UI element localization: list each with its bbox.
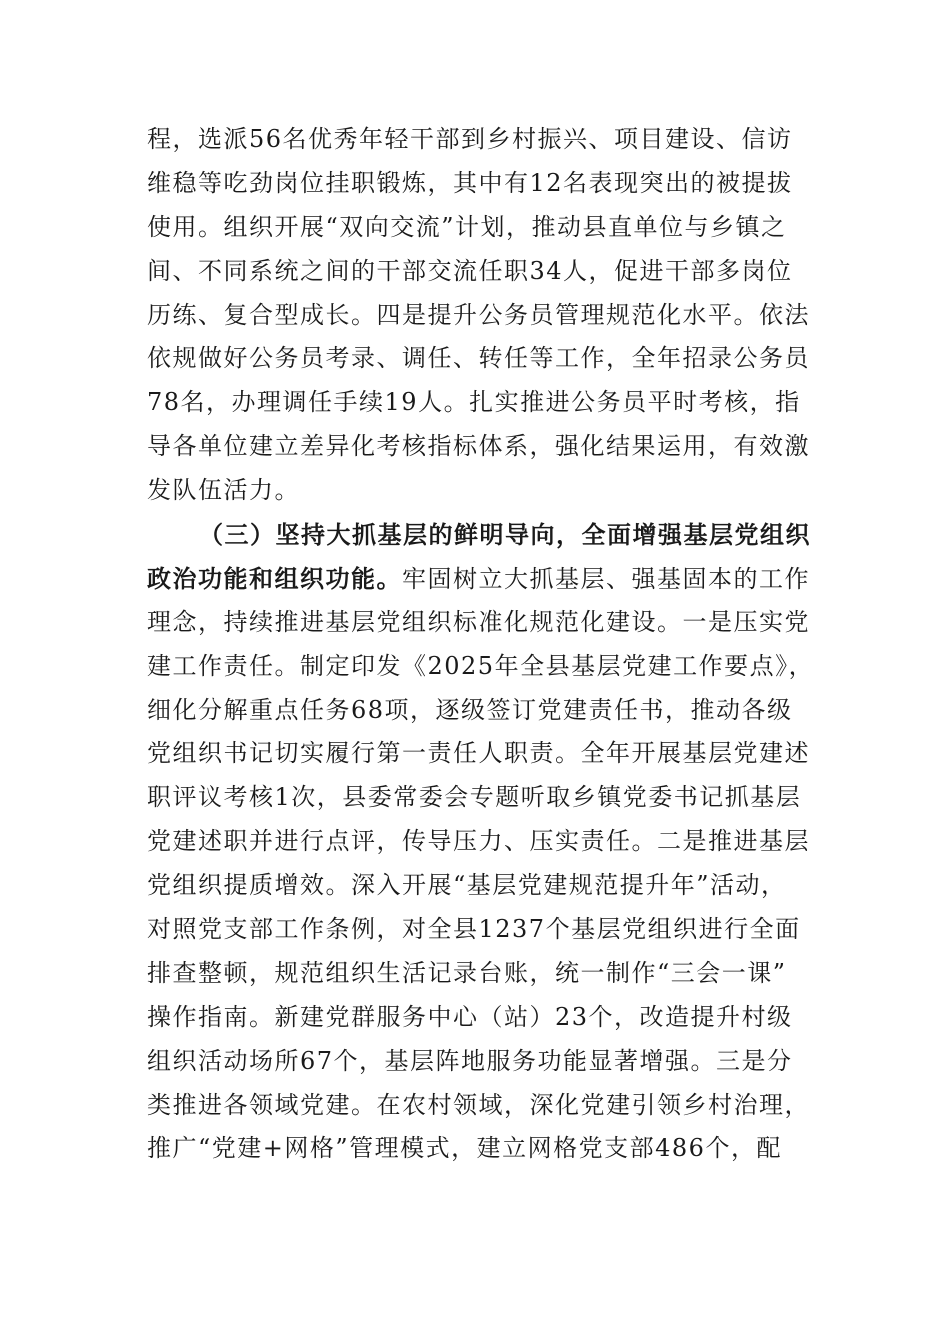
text-line: 推广“党建+网格”管理模式，建立网格党支部486个，配 bbox=[147, 1134, 782, 1163]
section-heading-continued: 政治功能和组织功能。 bbox=[147, 563, 402, 593]
text-line: 理念，持续推进基层党组织标准化规范化建设。一是压实党 bbox=[147, 607, 810, 636]
text-line: 导各单位建立差异化考核指标体系，强化结果运用，有效激 bbox=[147, 432, 810, 461]
text-line: 维稳等吃劲岗位挂职锻炼，其中有12名表现突出的被提拔 bbox=[147, 168, 793, 197]
text-line: 发队伍活力。 bbox=[147, 476, 300, 505]
text-line: 党组织提质增效。深入开展“基层党建规范提升年”活动， bbox=[147, 871, 787, 900]
text-line: 类推进各领域党建。在农村领域，深化党建引领乡村治理， bbox=[147, 1090, 810, 1119]
body-text bbox=[147, 118, 817, 1171]
text-line: 组织活动场所67个，基层阵地服务功能显著增强。三是分 bbox=[147, 1046, 793, 1075]
text-line: 细化分解重点任务68项，逐级签订党建责任书，推动各级 bbox=[147, 695, 793, 724]
text-line: 程，选派56名优秀年轻干部到乡村振兴、项目建设、信访 bbox=[147, 125, 793, 153]
text-line: 党组织书记切实履行第一责任人职责。全年开展基层党建述 bbox=[147, 739, 810, 768]
text-line: 依规做好公务员考录、调任、转任等工作，全年招录公务员 bbox=[147, 344, 810, 373]
text-line: 间、不同系统之间的干部交流任职34人，促进干部多岗位 bbox=[147, 256, 793, 285]
text-line: 对照党支部工作条例，对全县1237个基层党组织进行全面 bbox=[147, 915, 801, 944]
text-line: 建工作责任。制定印发《2025年全县基层党建工作要点》， bbox=[147, 651, 815, 680]
text-span: 牢固树立大抓基层、强基固本的工作 bbox=[402, 564, 810, 593]
text-line: 职评议考核1次，县委常委会专题听取乡镇党委书记抓基层 bbox=[147, 783, 802, 812]
text-line: 党建述职并进行点评，传导压力、压实责任。二是推进基层 bbox=[147, 827, 810, 856]
section-heading: （三）坚持大抓基层的鲜明导向，全面增强基层党组织 bbox=[199, 520, 811, 550]
text-line: 78名，办理调任手续19人。扎实推进公务员平时考核，指 bbox=[147, 388, 801, 417]
text-line: 使用。组织开展“双向交流”计划，推动县直单位与乡镇之 bbox=[147, 212, 787, 241]
text-line bbox=[147, 557, 817, 601]
text-line: 操作指南。新建党群服务中心（站）23个，改造提升村级 bbox=[147, 1002, 793, 1031]
text-line: 历练、复合型成长。四是提升公务员管理规范化水平。依法 bbox=[147, 300, 810, 329]
text-line: 排查整顿，规范组织生活记录台账，统一制作“三会一课” bbox=[147, 958, 787, 987]
